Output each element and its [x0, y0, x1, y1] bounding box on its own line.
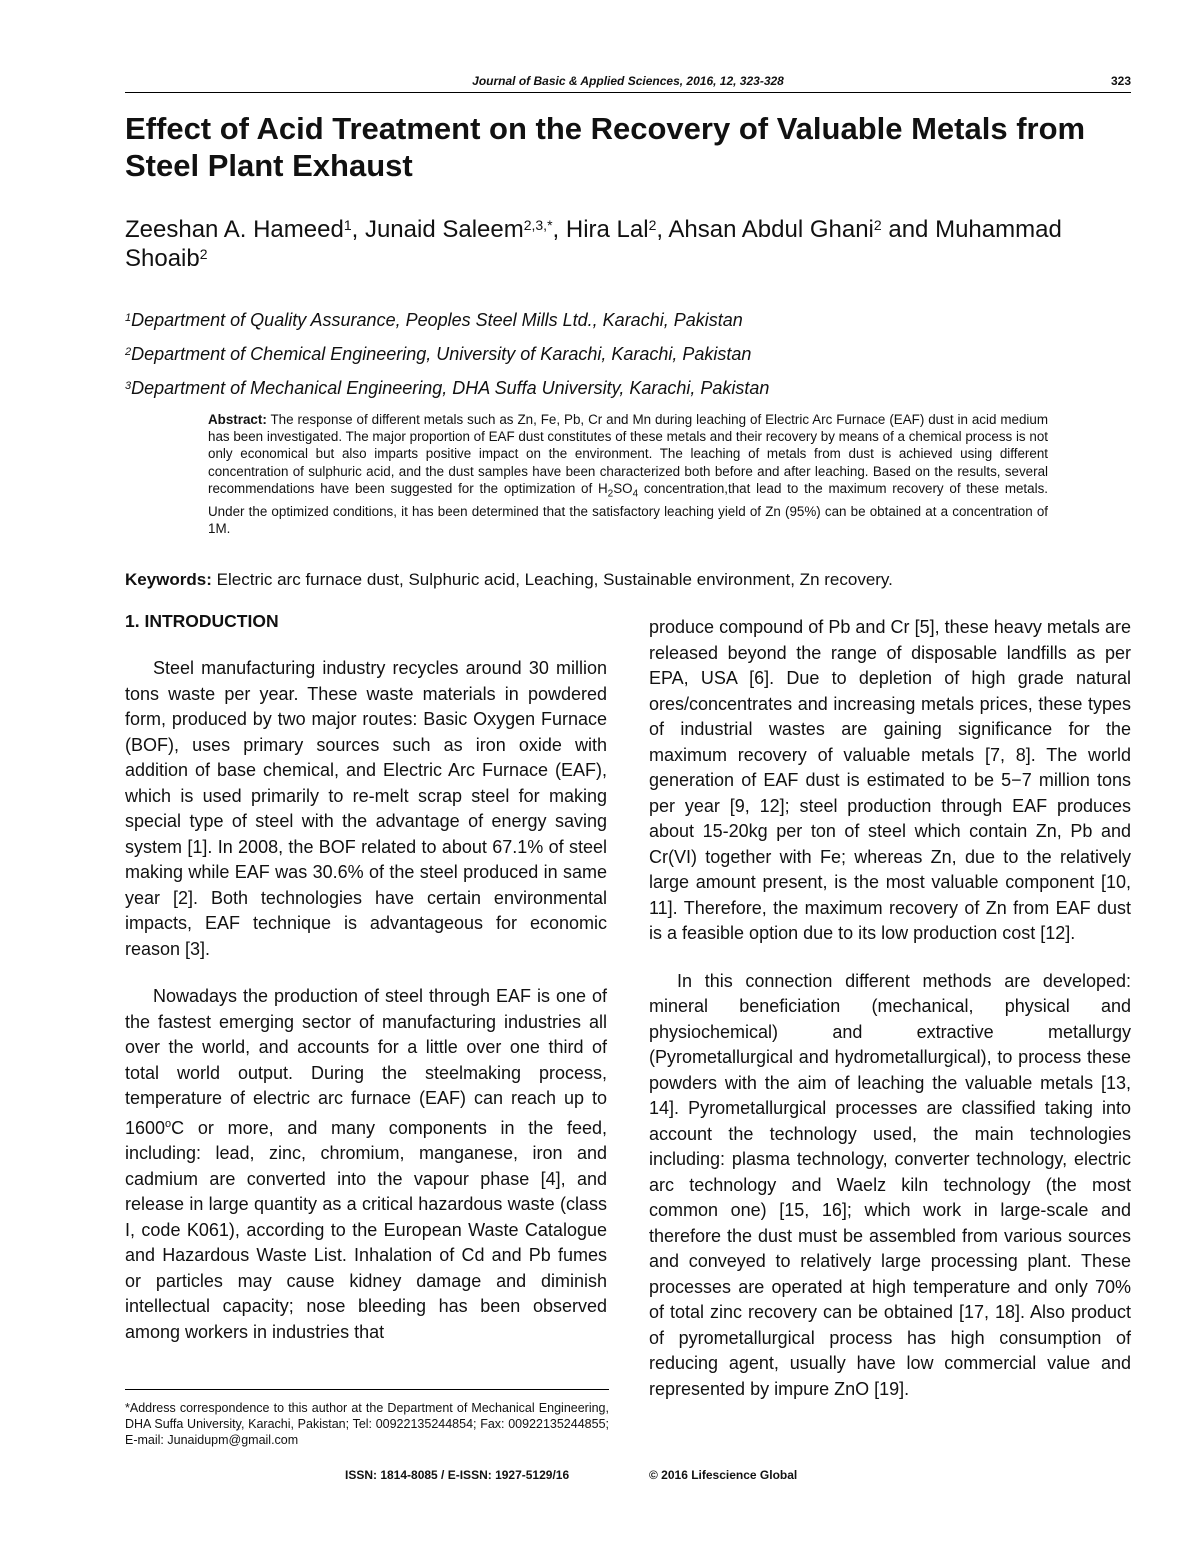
affiliation-1 — [125, 309, 1125, 331]
running-header — [125, 74, 1131, 90]
affiliation-text: Department of Chemical Engineering, University of Karachi, Karachi, Pakistan — [131, 344, 752, 364]
paragraph: Steel manufacturing industry recycles around 30 million tons waste per year. These waste materials in powdered form, produced by two major routes: Basic Oxygen Furnace (BOF), uses primary sources such as iron oxide with addition of base chemical, and Electric Arc Furnace (EAF), which is used primarily to re-melt scrap steel for making special type of steel with the advantage of energy saving system [1]. In 2008, the BOF related to about 67.1% of steel making while EAF was 30.6% of the steel produced in same year [2]. Both technologies have certain environmental impacts, EAF technique is advantageous for economic reason [3]. — [125, 658, 607, 959]
paragraph-text: Nowadays the production of steel through EAF is one of the fastest emerging sector of manufacturing industries all over the world, and accounts for a little over one third of total world output. During the steelmaking process, temperature of electric arc furnace (EAF) can reach up to 1600 — [125, 986, 607, 1138]
page-number: 323 — [1110, 74, 1131, 88]
paragraph-text: C or more, and many components in the feed, including: lead, zinc, chromium, manganese, iron and cadmium are converted into the vapour phase [4], and release in large quantity as a critical hazardous waste (class I, code K061), according to the European Waste Catalogue and Hazardous Waste List. Inhalation of Cd and Pb fumes or particles may cause kidney damage and diminish intellectual capacity; nose bleeding has been observed among workers in industries that — [125, 1117, 607, 1342]
degree-mark: o — [165, 1117, 172, 1130]
right-column — [649, 615, 1131, 1402]
abstract-label: Abstract: — [208, 412, 267, 427]
author-affiliation-mark: 2 — [648, 217, 657, 233]
header-rule — [125, 92, 1131, 93]
keywords-label: Keywords: — [125, 570, 212, 589]
author-list: Zeeshan A. Hameed$^1$, Junaid Saleem$^{2,3,*}$, Hira Lal$^2$, Ahsan Abdul Ghani$^2$ and Muhammad Shoaib$^2$ — [125, 216, 1062, 272]
correspondence-footnote: *Address correspondence to this author at the Department of Mechanical Engineering, DHA Suffa University, Karachi, Pakistan; Tel: 00922135244854; Fax: 00922135244855; E-mail: Junaidupm@gmail.com — [125, 1401, 609, 1447]
author-affiliation-mark: 2,3,* — [523, 217, 553, 233]
affiliation-3 — [125, 377, 1125, 399]
affiliation-mark: 2 — [125, 346, 132, 358]
author-name: Ahsan Abdul Ghani — [668, 216, 874, 243]
footnote-rule — [125, 1389, 609, 1390]
affiliation-mark: 1 — [125, 312, 132, 324]
affiliation-mark: 3 — [125, 380, 132, 392]
affiliation-2 — [125, 343, 1125, 365]
author-affiliation-mark: 2 — [199, 246, 208, 262]
abstract-subscript: 2 — [607, 488, 614, 500]
author-name: Zeeshan A. Hameed — [125, 216, 344, 243]
author-name: Junaid Saleem — [364, 216, 524, 243]
abstract-text: The response of different metals such as Zn, Fe, Pb, Cr and Mn during leaching of Electric Arc Furnace (EAF) dust in acid medium has been investigated. The major proportion of EAF dust constitutes of these metals and their recovery by means of a chemical process is not only economical but also imparts positive impact on the environment. The leaching of metals from dust is achieved using different concentration of sulphuric acid, and the dust samples have been characterized both before and after leaching. Based on the results, several recommendations have been suggested for the optimization of H — [208, 412, 1048, 496]
left-column — [125, 656, 607, 1345]
keywords-text: Electric arc furnace dust, Sulphuric acid, Leaching, Sustainable environment, Zn recovery. — [211, 570, 893, 589]
section-heading: 1. INTRODUCTION — [125, 611, 279, 631]
journal-citation: Journal of Basic & Applied Sciences, 2016, 12, 323-328 — [472, 74, 784, 88]
footer-issn: ISSN: 1814-8085 / E-ISSN: 1927-5129/16 — [345, 1468, 570, 1482]
abstract-subscript: 4 — [632, 488, 639, 500]
paragraph — [125, 984, 607, 1345]
paragraph: In this connection different methods are developed: mineral beneficiation (mechanical, physical and physiochemical) and extractive metallurgy (Pyrometallurgical and hydrometallurgical), to process these powders with the aim of leaching the valuable metals [13, 14]. Pyrometallurgical processes are classified taking into account the technology used, the main technologies including: plasma technology, converter technology, electric arc technology and Waelz kiln technology (the most common one) [15, 16]; which work in large-scale and therefore the dust must be assembled from various sources and conveyed to relatively large processing plant. These processes are operated at high temperature and only 70% of total zinc recovery can be obtained [17, 18]. Also product of pyrometallurgical process has high consumption of reducing agent, usually have low commercial value and represented by impure ZnO [19]. — [649, 970, 1131, 1399]
paper-title: Effect of Acid Treatment on the Recovery of Valuable Metals from Steel Plant Exhaust — [125, 111, 1086, 183]
keywords — [125, 569, 1135, 591]
author-affiliation-mark: 2 — [873, 217, 882, 233]
author-name: Hira Lal — [565, 216, 649, 243]
affiliation-text: Department of Mechanical Engineering, DHA Suffa University, Karachi, Pakistan — [131, 378, 770, 398]
paragraph: produce compound of Pb and Cr [5], these heavy metals are released beyond the range of disposable landfills as per EPA, USA [6]. Due to depletion of high grade natural ores/concentrates and increasing metals prices, these types of industrial wastes are gaining significance for the maximum recovery of valuable metals [7, 8]. The world generation of EAF dust is estimated to be 5−7 million tons per year [9, 12]; steel production through EAF produces about 15-20kg per ton of steel which contain Zn, Pb and Cr(VI) together with Fe; whereas Zn, due to the relatively large amount present, is the most valuable component [10, 11]. Therefore, the maximum recovery of Zn from EAF dust is a feasible option due to its low production cost [12]. — [649, 617, 1131, 943]
affiliation-text: Department of Quality Assurance, Peoples Steel Mills Ltd., Karachi, Pakistan — [131, 310, 743, 330]
author-affiliation-mark: 1 — [343, 217, 352, 233]
abstract — [208, 411, 1048, 537]
footer-copyright: © 2016 Lifescience Global — [649, 1468, 798, 1482]
author-name: Muhammad Shoaib — [125, 216, 1062, 272]
abstract-formula-part: SO — [613, 480, 633, 496]
abstract-text-continued: concentration,that lead to the maximum recovery of these metals. Under the optimized conditions, it has been determined that the satisfactory leaching yield of Zn (95%) can be obtained at a concentration of 1M. — [208, 480, 1048, 536]
